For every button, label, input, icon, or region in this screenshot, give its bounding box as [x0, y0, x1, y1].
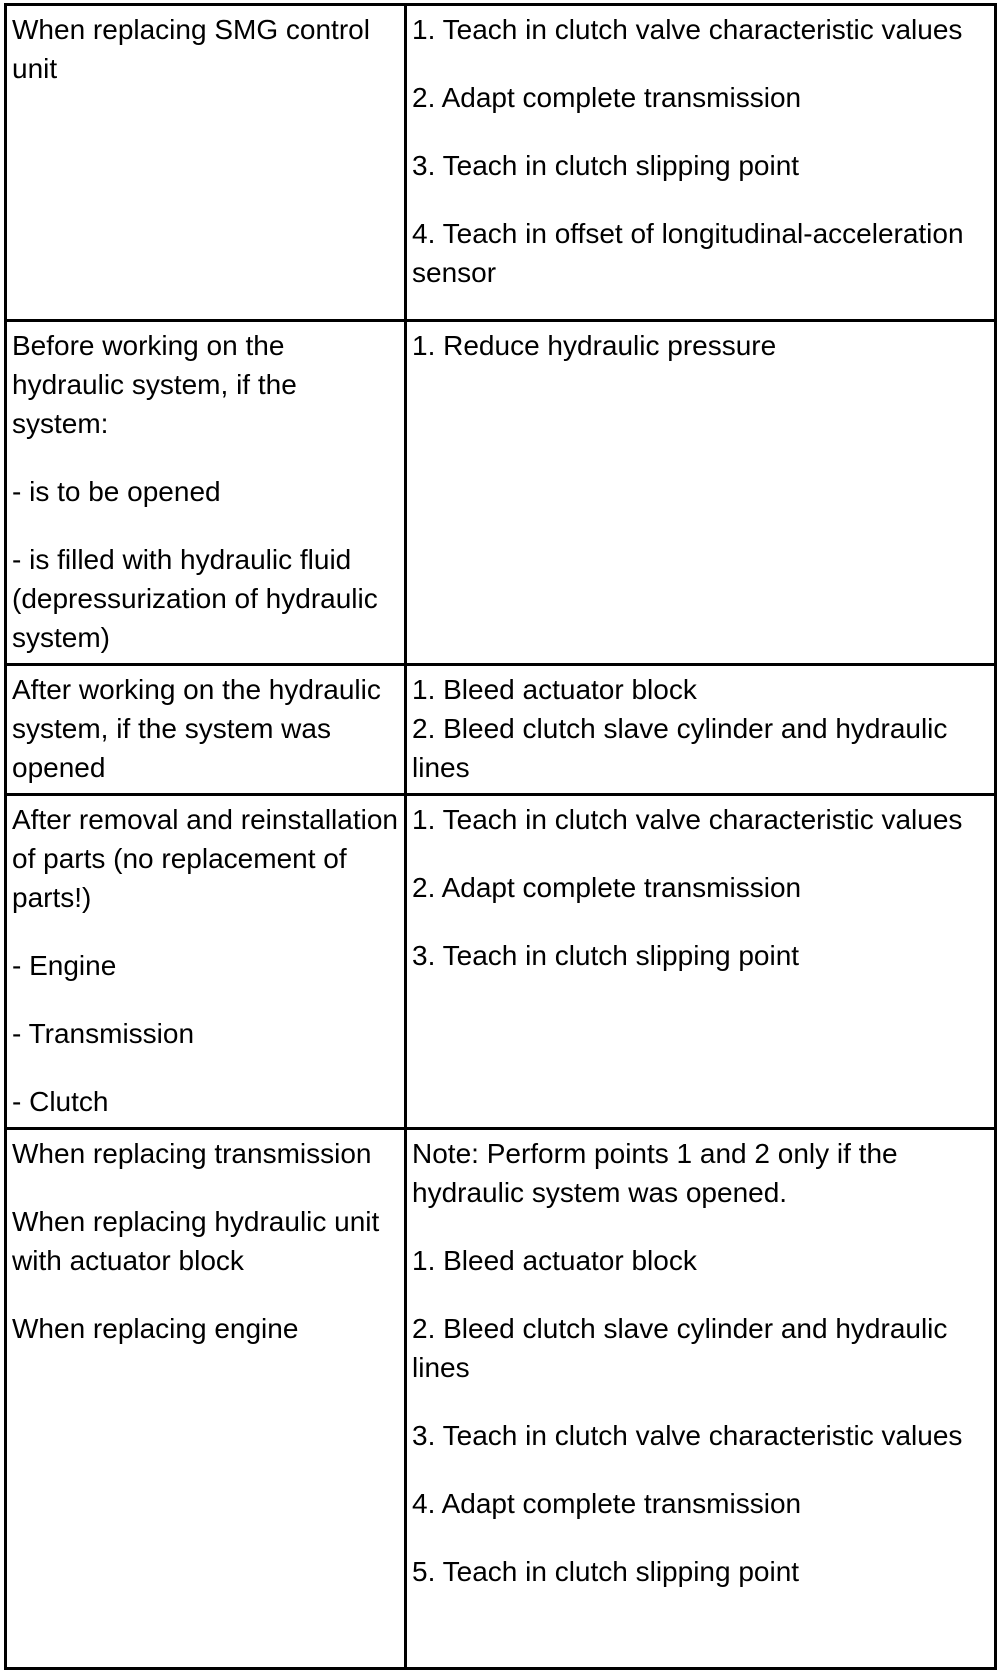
table-row — [6, 795, 996, 1129]
step-text: 3. Teach in clutch valve characteristic values — [412, 1420, 963, 1451]
condition-text: - Clutch — [12, 1086, 109, 1117]
table-row — [6, 665, 996, 795]
step-text: 2. Adapt complete transmission — [412, 82, 802, 113]
step-text: 2. Bleed clutch slave cylinder and hydraulic lines — [412, 1313, 948, 1383]
step-text: 3. Teach in clutch slipping point — [412, 940, 800, 971]
condition-text: When replacing engine — [12, 1313, 299, 1344]
procedure-table — [4, 3, 997, 1670]
steps-cell — [406, 665, 996, 795]
step-text: 5. Teach in clutch slipping point — [412, 1556, 800, 1587]
condition-text: - Engine — [12, 950, 117, 981]
table-row — [6, 5, 996, 321]
step-text: 1. Teach in clutch valve characteristic values — [412, 804, 963, 835]
condition-text: - Transmission — [12, 1018, 195, 1049]
step-text: 2. Bleed clutch slave cylinder and hydraulic lines — [412, 713, 948, 783]
step-text: 2. Adapt complete transmission — [412, 872, 802, 903]
table-row — [6, 321, 996, 665]
step-text: 4. Adapt complete transmission — [412, 1488, 802, 1519]
condition-text: After removal and reinstallation of parts (no replacement of parts!) — [12, 804, 398, 913]
condition-cell — [6, 795, 406, 1129]
condition-text: Before working on the hydraulic system, if the system: — [12, 330, 297, 439]
step-text: 1. Bleed actuator block — [412, 674, 697, 705]
condition-text: - is filled with hydraulic fluid (depressurization of hydraulic system) — [12, 544, 378, 653]
condition-text: After working on the hydraulic system, if the system was opened — [12, 674, 381, 783]
step-text: Note: Perform points 1 and 2 only if the hydraulic system was opened. — [412, 1138, 898, 1208]
step-text: 1. Bleed actuator block — [412, 1245, 697, 1276]
step-text: 1. Teach in clutch valve characteristic values — [412, 14, 963, 45]
condition-cell — [6, 5, 406, 321]
condition-cell — [6, 1129, 406, 1669]
step-text: 1. Reduce hydraulic pressure — [412, 330, 777, 361]
step-text: 4. Teach in offset of longitudinal-acceleration sensor — [412, 218, 964, 288]
table-row — [6, 1129, 996, 1669]
steps-cell — [406, 321, 996, 665]
steps-cell — [406, 795, 996, 1129]
condition-cell — [6, 665, 406, 795]
condition-text: - is to be opened — [12, 476, 221, 507]
steps-cell — [406, 1129, 996, 1669]
condition-text: When replacing transmission — [12, 1138, 372, 1169]
condition-text: When replacing hydraulic unit with actuator block — [12, 1206, 380, 1276]
steps-cell — [406, 5, 996, 321]
step-text: 3. Teach in clutch slipping point — [412, 150, 800, 181]
condition-text: When replacing SMG control unit — [12, 14, 370, 84]
condition-cell — [6, 321, 406, 665]
